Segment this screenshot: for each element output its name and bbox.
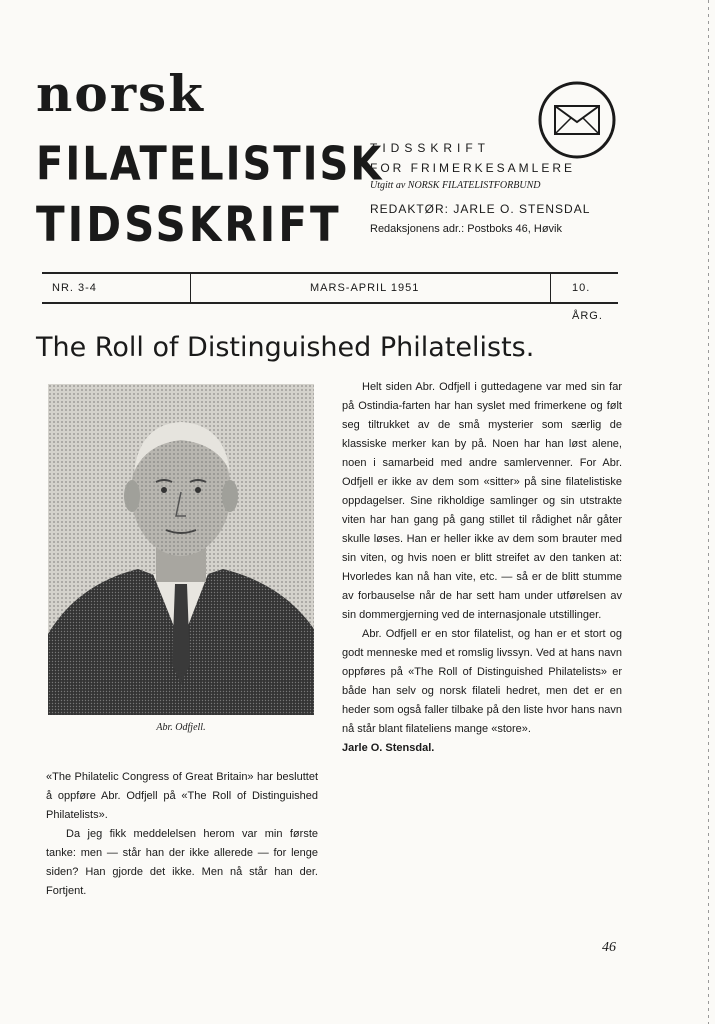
left-column <box>46 768 318 901</box>
paragraph: Abr. Odfjell er en stor filatelist, og han er et stort og godt menneske med et romslig livssyn. Ved at hans navn oppføres på «The Roll of Distinguished Philatelists» er både han selv og norsk filateli hedret, men det er en heder som også faller tilbake på den liste hvor hans navn nå står blant filateliens mange «store». <box>342 628 622 735</box>
info-for-frimerkesamlere: FOR FRIMERKESAMLERE <box>370 161 576 175</box>
masthead-norsk: norsk <box>36 64 205 123</box>
info-publisher: Utgitt av NORSK FILATELISTFORBUND <box>370 180 541 191</box>
paragraph: Helt siden Abr. Odfjell i guttedagene var med sin far på Ostindia-farten har han syslet med frimerkene og følt seg tiltrukket av de små mysterier som særlig de klassiske merker kan by på. Noen har han løst alene, noen i samarbeid med andre samlervenner. For Abr. Odfjell er ikke av dem som «sitter» på sine filatelistiske oppdagelser. Sine rikholdige samlinger og sin utstrakte viten har han gang på gang stillet til rådighet når gåter skulle løses. Han er heller ikke av dem som brauter med sin viten, og hvis noen er blitt streifet av den tanken at: Hvorledes kan nå han vite, etc. — så er de blitt stumme av forbauselse når de har sett ham under utførelsen av sin dommergjerning ved de internasjonale utstillinger. <box>342 381 622 621</box>
publication-info <box>370 138 640 238</box>
issue-bar <box>42 272 618 322</box>
portrait-photo <box>48 384 314 715</box>
issue-year: 10. ÅRG. <box>572 282 603 322</box>
info-address: Redaksjonens adr.: Postboks 46, Høvik <box>370 223 562 235</box>
issue-bar-divider <box>190 274 191 302</box>
photo-caption: Abr. Odfjell. <box>156 722 206 733</box>
issue-bar-divider <box>550 274 551 302</box>
issue-number: NR. 3-4 <box>52 282 97 294</box>
article-title: The Roll of Distinguished Philatelists. <box>36 332 535 363</box>
info-tidsskrift: TIDSSKRIFT <box>370 141 491 155</box>
paragraph: Da jeg fikk meddelelsen herom var min første tanke: men — står han der ikke allerede — for lenge siden? Han gjorde det ikke. Men nå står han der. Fortjent. <box>46 828 318 897</box>
signature: Jarle O. Stensdal. <box>342 742 435 754</box>
masthead-filatelistisk: FILATELISTISK <box>36 138 384 192</box>
scan-edge-marks <box>708 0 709 1024</box>
info-editor: REDAKTØR: JARLE O. STENSDAL <box>370 202 591 216</box>
right-column <box>342 378 622 758</box>
masthead-tidsskrift: TIDSSKRIFT <box>36 196 342 253</box>
paragraph: «The Philatelic Congress of Great Britain» har besluttet å oppføre Abr. Odfjell på «The Roll of Distinguished Philatelists». <box>46 771 318 821</box>
issue-date: MARS-APRIL 1951 <box>310 282 420 294</box>
page-number: 46 <box>602 940 616 955</box>
